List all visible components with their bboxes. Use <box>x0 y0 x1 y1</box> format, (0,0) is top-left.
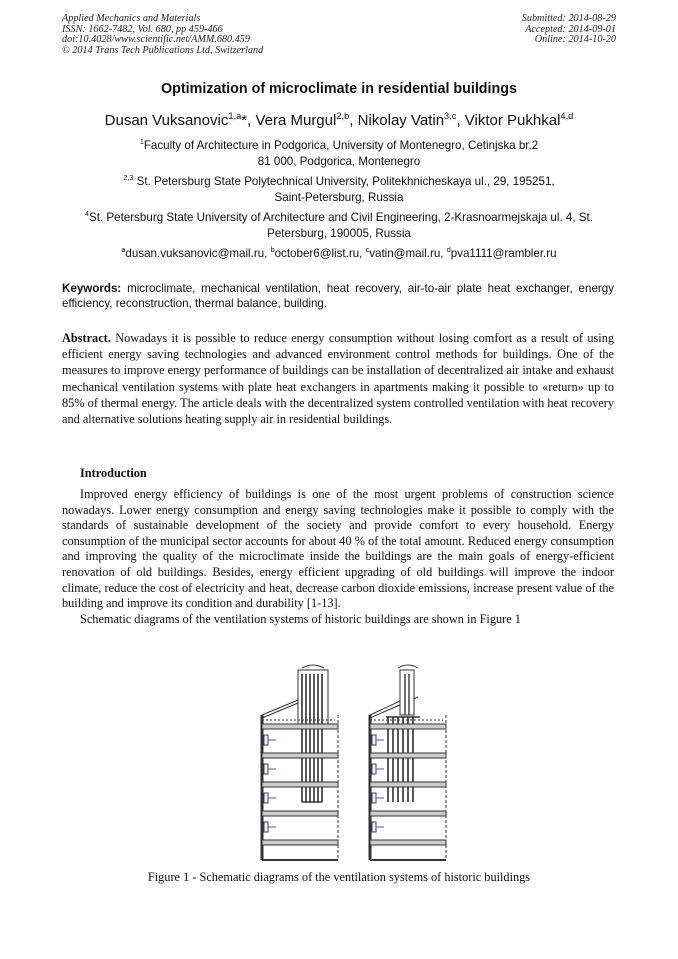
email-link[interactable]: vatin@mail.ru, <box>369 247 447 260</box>
author-sup: 1,a <box>228 111 242 121</box>
journal-name: Applied Mechanics and Materials <box>62 13 201 24</box>
author-sup: 2,b <box>336 111 350 121</box>
affiliation-1 <box>62 138 616 170</box>
copyright-line: © 2014 Trans Tech Publications Ltd, Switzerland <box>62 44 264 56</box>
affiliation-sup: 2,3 <box>123 173 134 183</box>
email-link[interactable]: october6@list.ru, <box>274 247 366 260</box>
abstract-label: Abstract. <box>62 331 111 345</box>
email-sup: b <box>270 245 275 255</box>
affiliation-sup: 4 <box>85 209 90 219</box>
email-list <box>62 246 616 262</box>
section-heading-introduction: Introduction <box>80 466 147 480</box>
author-sup: 3,c <box>444 111 457 121</box>
affiliation-sup: 1 <box>139 137 144 147</box>
author-sep: , <box>247 112 256 129</box>
building-right <box>370 665 446 860</box>
doi-line: doi:10.4028/www.scientific.net/AMM.680.459 <box>62 34 250 45</box>
online-date: Online: 2014-10-20 <box>534 34 616 45</box>
affiliation-3 <box>62 210 616 242</box>
accepted-date: Accepted: 2014-09-01 <box>525 23 616 35</box>
email-link[interactable]: dusan.vuksanovic@mail.ru, <box>125 247 271 260</box>
abstract-block <box>62 330 614 427</box>
corresponding-mark: * <box>241 112 248 129</box>
author-sup: 4,d <box>560 111 574 121</box>
author-name: Dusan Vuksanovic <box>104 112 229 129</box>
author-sep: , <box>456 112 465 129</box>
affiliation-line: Petersburg, 190005, Russia <box>267 227 411 240</box>
affiliation-line: St. Petersburg State Polytechnical University, Politekhnicheskaya ul., 29, 195251, <box>133 175 555 188</box>
figure-caption: Figure 1 - Schematic diagrams of the ventilation systems of historic buildings <box>147 870 531 884</box>
keywords-text: microclimate, mechanical ventilation, heat recovery, air-to-air plate heat exchanger, energy efficiency, reconstruction, thermal balance, building. <box>62 282 614 310</box>
paragraph: Improved energy efficiency of buildings is one of the most urgent problems of construction science nowadays. Lower energy consumption and energy saving technologies make it possible to comply with the standards of sustainable development of the society and provide comfort to every household. Energy consumption of the municipal sector accounts for about 40 % of the total amount. Reduced energy consumption and improving the quality of the microclimate inside the buildings are the main goals of energy-efficient renovation of old buildings. Besides, energy efficient upgrading of old buildings will improve the indoor climate, reduce the cost of electricity and heat, decrease carbon dioxide emissions, increase present value of the building and improve its condition and durability [1-13]. <box>62 487 614 611</box>
affiliation-line: Saint-Petersburg, Russia <box>274 191 404 204</box>
keywords-label: Keywords: <box>62 282 122 295</box>
affiliation-line: Faculty of Architecture in Podgorica, University of Montenegro, Cetinjska br.2 <box>143 139 539 152</box>
introduction-body <box>62 487 614 627</box>
email-sup: d <box>446 245 451 255</box>
keywords-block <box>62 282 614 311</box>
dates-info <box>522 14 616 46</box>
email-sup: a <box>121 245 126 255</box>
email-sup: c <box>365 245 370 255</box>
paper-title: Optimization of microclimate in residential buildings <box>161 81 517 97</box>
journal-info <box>62 14 263 56</box>
author-list <box>0 112 678 129</box>
author-sep: , <box>349 112 358 129</box>
affiliation-line: St. Petersburg State University of Architecture and Civil Engineering, 2-Krasnoarmejskaja ul. 4, St. <box>89 211 593 224</box>
ventilation-schematic-figure <box>240 660 450 865</box>
author-name: Vera Murgul <box>255 112 337 129</box>
paragraph: Schematic diagrams of the ventilation systems of historic buildings are shown in Figure 1 <box>80 611 521 626</box>
email-link[interactable]: pva1111@rambler.ru <box>450 247 557 260</box>
author-name: Nikolay Vatin <box>357 112 445 129</box>
issn-line: ISSN: 1662-7482, Vol. 680, pp 459-466 <box>62 23 223 35</box>
affiliation-line: 81 000, Podgorica, Montenegro <box>257 155 421 168</box>
submitted-date: Submitted: 2014-08-29 <box>521 13 616 24</box>
affiliation-2 <box>62 174 616 206</box>
author-name: Viktor Pukhkal <box>464 112 561 129</box>
abstract-text: Nowadays it is possible to reduce energy consumption without losing comfort as a result of using efficient energy saving technologies and advanced environment control methods for buildings. One of the measures to improve energy performance of buildings can be installation of decentralized air intake and exhaust mechanical ventilation systems with plate heat exchangers in apartments making it possible to «return» up to 85% of thermal energy. The article deals with the decentralized system controlled ventilation with heat recovery and alternative solutions heating supply air in residential buildings. <box>62 331 614 427</box>
building-left <box>262 665 338 860</box>
